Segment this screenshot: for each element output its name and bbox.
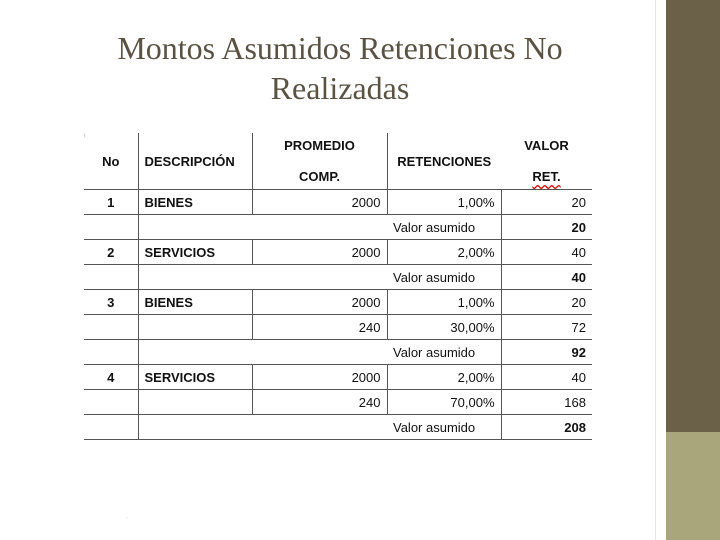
row-valor: 40 — [501, 240, 592, 265]
row-number: 2 — [84, 240, 138, 265]
valor-asumido-label: Valor asumido — [387, 415, 501, 440]
asumido-empty-desc — [138, 340, 252, 365]
header-retenciones: RETENCIONES — [387, 133, 501, 190]
slide-title: Montos Asumidos Retenciones No Realizadas — [117, 30, 563, 106]
asumido-empty-promedio — [252, 265, 387, 290]
table-row-asumido — [84, 265, 592, 290]
asumido-empty-no — [84, 265, 138, 290]
header-no: No — [84, 133, 138, 190]
row-retencion: 2,00% — [387, 240, 501, 265]
row-description-empty — [138, 315, 252, 340]
table-row — [84, 190, 592, 215]
table-row — [84, 315, 592, 340]
row-promedio: 240 — [252, 315, 387, 340]
asumido-empty-desc — [138, 415, 252, 440]
decor-band-light — [666, 432, 720, 540]
asumido-empty-desc — [138, 265, 252, 290]
row-retencion: 70,00% — [387, 390, 501, 415]
row-retencion: 30,00% — [387, 315, 501, 340]
row-description: SERVICIOS — [138, 240, 252, 265]
table-row — [84, 390, 592, 415]
table-row — [84, 365, 592, 390]
table-row — [84, 290, 592, 315]
asumido-empty-no — [84, 215, 138, 240]
row-retencion: 1,00% — [387, 190, 501, 215]
row-description: SERVICIOS — [138, 365, 252, 390]
asumido-empty-desc — [138, 215, 252, 240]
valor-asumido-value: 92 — [501, 340, 592, 365]
header-valor-line1: VALOR — [524, 138, 569, 153]
table-row — [84, 240, 592, 265]
row-valor: 40 — [501, 365, 592, 390]
row-description-empty — [138, 390, 252, 415]
row-promedio: 2000 — [252, 190, 387, 215]
row-number-empty — [84, 390, 138, 415]
row-valor: 20 — [501, 190, 592, 215]
header-promedio — [252, 133, 387, 190]
row-number: 1 — [84, 190, 138, 215]
valor-asumido-value: 40 — [501, 265, 592, 290]
decor-band-dark — [666, 0, 720, 432]
retenciones-table — [84, 133, 592, 440]
retenciones-table-image — [84, 133, 592, 521]
row-promedio: 2000 — [252, 290, 387, 315]
valor-asumido-label: Valor asumido — [387, 340, 501, 365]
asumido-empty-promedio — [252, 215, 387, 240]
asumido-empty-no — [84, 340, 138, 365]
table-header-row — [84, 133, 592, 190]
row-valor: 72 — [501, 315, 592, 340]
corner-mark: ı — [84, 133, 86, 139]
row-promedio: 2000 — [252, 365, 387, 390]
row-retencion: 1,00% — [387, 290, 501, 315]
row-description: BIENES — [138, 190, 252, 215]
row-promedio: 240 — [252, 390, 387, 415]
asumido-empty-promedio — [252, 340, 387, 365]
asumido-empty-no — [84, 415, 138, 440]
row-number-empty — [84, 315, 138, 340]
row-number: 3 — [84, 290, 138, 315]
valor-asumido-value: 208 — [501, 415, 592, 440]
header-valor-line2: RET. — [532, 169, 561, 184]
decor-divider-line — [655, 0, 656, 540]
row-retencion: 2,00% — [387, 365, 501, 390]
header-promedio-line1: PROMEDIO — [284, 138, 355, 153]
asumido-empty-promedio — [252, 415, 387, 440]
table-row-asumido — [84, 215, 592, 240]
valor-asumido-label: Valor asumido — [387, 265, 501, 290]
header-valor — [501, 133, 592, 190]
valor-asumido-value: 20 — [501, 215, 592, 240]
table-body — [84, 190, 592, 440]
table-row-asumido — [84, 415, 592, 440]
header-promedio-line2: COMP. — [299, 169, 340, 184]
row-number: 4 — [84, 365, 138, 390]
row-valor: 20 — [501, 290, 592, 315]
row-valor: 168 — [501, 390, 592, 415]
footer-faint-text: · — [126, 515, 128, 521]
header-descripcion: DESCRIPCIÓN — [138, 133, 252, 190]
row-promedio: 2000 — [252, 240, 387, 265]
table-row-asumido — [84, 340, 592, 365]
valor-asumido-label: Valor asumido — [387, 215, 501, 240]
row-description: BIENES — [138, 290, 252, 315]
